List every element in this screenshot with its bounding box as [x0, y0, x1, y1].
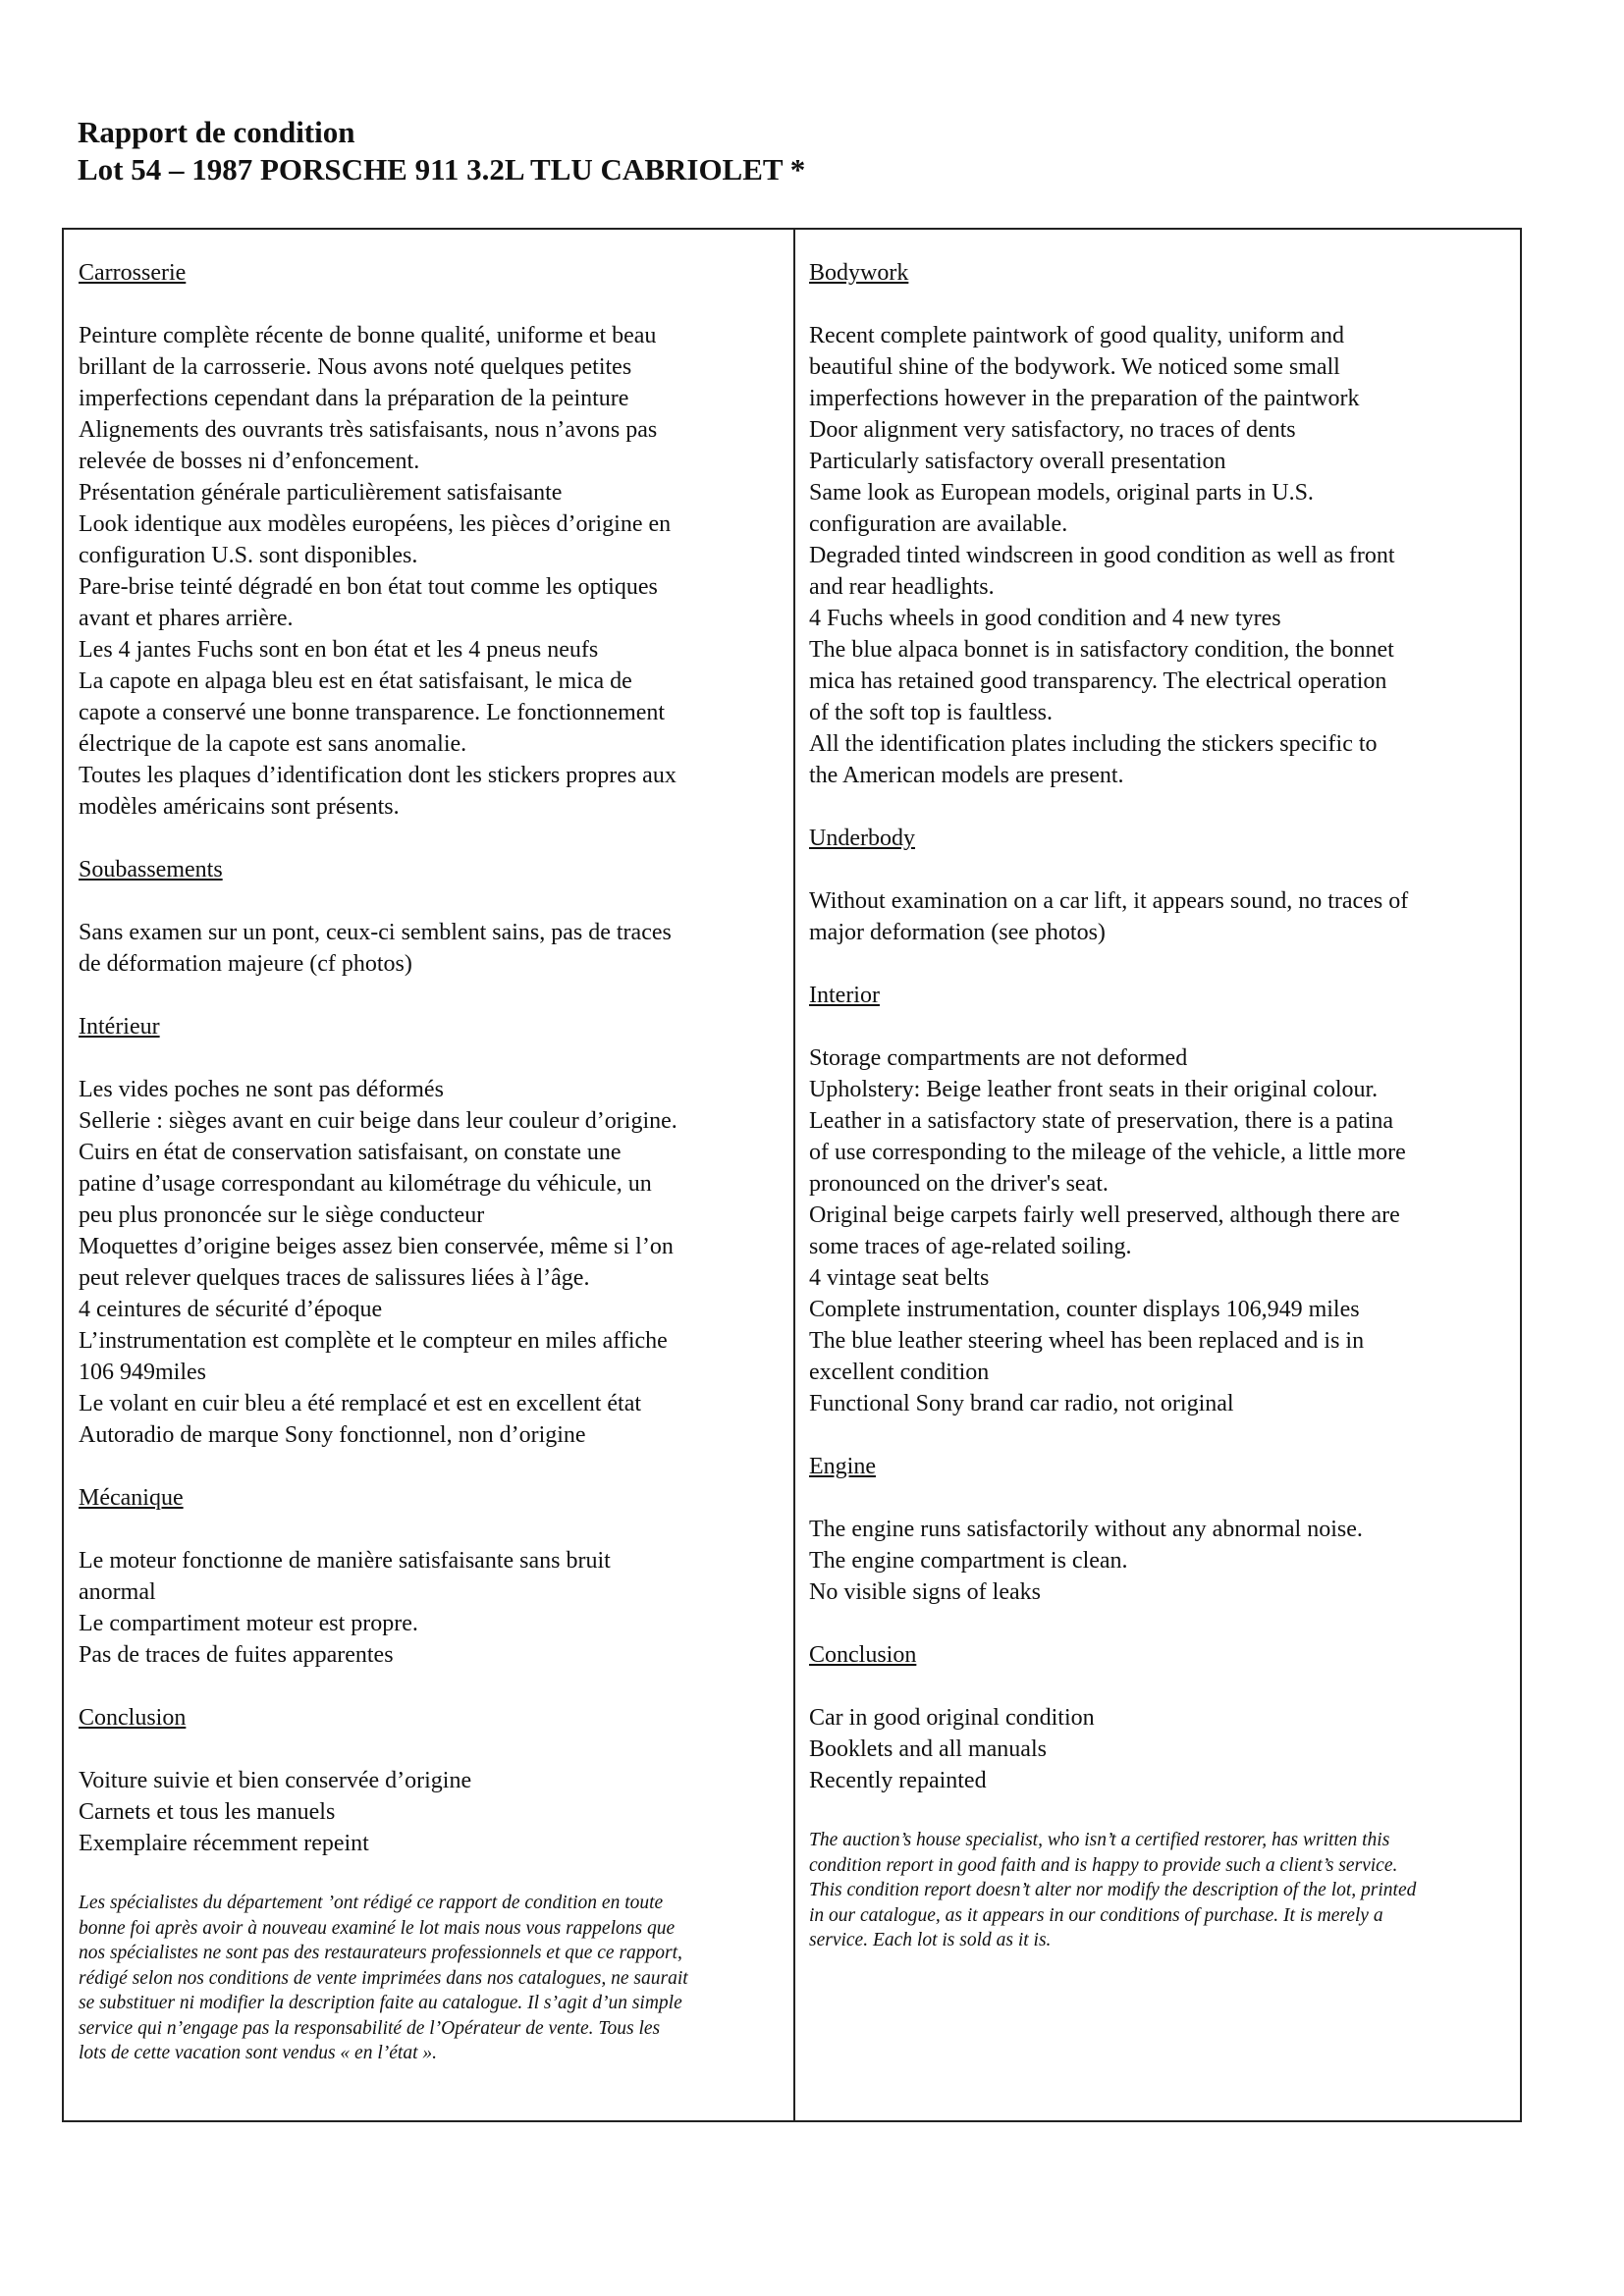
section-line: modèles américains sont présents.	[79, 794, 400, 820]
section-line: Exemplaire récemment repeint	[79, 1831, 369, 1856]
section-line: The engine runs satisfactorily without any abnormal noise.	[809, 1517, 1363, 1542]
section-line: avant et phares arrière.	[79, 606, 294, 631]
disclaimer-line: The auction’s house specialist, who isn’t a certified restorer, has written this	[809, 1830, 1390, 1850]
en-section-bodywork	[809, 257, 1506, 791]
disclaimer-line: bonne foi après avoir à nouveau examiné le lot mais nous vous rappelons que	[79, 1917, 676, 1939]
section-line: patine d’usage correspondant au kilométrage du véhicule, un	[79, 1171, 652, 1197]
section-line: Recent complete paintwork of good quality, uniform and	[809, 323, 1344, 348]
section-line: électrique de la capote est sans anomalie.	[79, 731, 467, 757]
disclaimer-line: lots de cette vacation sont vendus « en l’état ».	[79, 2043, 437, 2063]
section-line: Storage compartments are not deformed	[809, 1045, 1188, 1071]
section-line: de déformation majeure (cf photos)	[79, 951, 412, 977]
section-line: Degraded tinted windscreen in good condition as well as front	[809, 543, 1395, 568]
section-line: Functional Sony brand car radio, not original	[809, 1391, 1234, 1416]
section-heading: Soubassements	[79, 857, 223, 882]
section-heading: Carrosserie	[79, 260, 187, 286]
section-line: Autoradio de marque Sony fonctionnel, non d’origine	[79, 1422, 586, 1448]
section-line: imperfections however in the preparation of the paintwork	[809, 386, 1360, 411]
section-line: Original beige carpets fairly well preserved, although there are	[809, 1202, 1400, 1228]
section-line: beautiful shine of the bodywork. We noticed some small	[809, 354, 1340, 380]
en-section-interior	[809, 980, 1506, 1419]
disclaimer-line: condition report in good faith and is happy to provide such a client’s service.	[809, 1854, 1398, 1876]
section-line: L’instrumentation est complète et le compteur en miles affiche	[79, 1328, 668, 1354]
section-line: La capote en alpaga bleu est en état satisfaisant, le mica de	[79, 668, 632, 694]
section-line: Alignements des ouvrants très satisfaisants, nous n’avons pas	[79, 417, 658, 443]
section-heading: Conclusion	[79, 1705, 187, 1731]
section-line: Présentation générale particulièrement satisfaisante	[79, 480, 563, 506]
section-line: Sellerie : sièges avant en cuir beige dans leur couleur d’origine.	[79, 1108, 677, 1134]
section-line: pronounced on the driver's seat.	[809, 1171, 1109, 1197]
disclaimer-line: se substituer ni modifier la description faite au catalogue. Il s’agit d’un simple	[79, 1993, 682, 2013]
section-line: and rear headlights.	[809, 574, 995, 600]
section-line: The blue leather steering wheel has been replaced and is in	[809, 1328, 1365, 1354]
section-line: some traces of age-related soiling.	[809, 1234, 1132, 1259]
section-line: of use corresponding to the mileage of the vehicle, a little more	[809, 1140, 1406, 1165]
section-heading: Intérieur	[79, 1014, 160, 1040]
section-line: Le compartiment moteur est propre.	[79, 1611, 418, 1636]
section-line: Recently repainted	[809, 1768, 987, 1793]
section-line: 4 vintage seat belts	[809, 1265, 990, 1291]
section-line: Le moteur fonctionne de manière satisfaisante sans bruit	[79, 1548, 611, 1574]
disclaimer-line: in our catalogue, as it appears in our conditions of purchase. It is merely a	[809, 1904, 1383, 1926]
fr-section-soubassements	[79, 854, 780, 980]
section-line: Without examination on a car lift, it appears sound, no traces of	[809, 888, 1409, 914]
section-line: Look identique aux modèles européens, les pièces d’origine en	[79, 511, 672, 537]
section-line: The blue alpaca bonnet is in satisfactory condition, the bonnet	[809, 637, 1394, 663]
en-disclaimer	[809, 1828, 1506, 1953]
section-line: capote a conservé une bonne transparence. Le fonctionnement	[79, 700, 666, 725]
section-line: Pas de traces de fuites apparentes	[79, 1642, 394, 1668]
section-line: Peinture complète récente de bonne qualité, uniforme et beau	[79, 323, 657, 348]
fr-section-interieur	[79, 1011, 780, 1451]
title-line-2: Lot 54 – 1987 PORSCHE 911 3.2L TLU CABRIOLET *	[78, 152, 806, 187]
disclaimer-line: service qui n’engage pas la responsabilité de l’Opérateur de vente. Tous les	[79, 2017, 661, 2039]
section-heading: Engine	[809, 1454, 876, 1479]
english-column	[795, 230, 1520, 2120]
section-line: All the identification plates including the stickers specific to	[809, 731, 1378, 757]
en-section-underbody	[809, 823, 1506, 948]
section-line: No visible signs of leaks	[809, 1579, 1041, 1605]
section-line: the American models are present.	[809, 763, 1124, 788]
section-line: Les 4 jantes Fuchs sont en bon état et les 4 pneus neufs	[79, 637, 599, 663]
section-line: configuration U.S. sont disponibles.	[79, 543, 418, 568]
section-line: Sans examen sur un pont, ceux-ci semblent sains, pas de traces	[79, 920, 672, 945]
section-line: Le volant en cuir bleu a été remplacé et est en excellent état	[79, 1391, 642, 1416]
section-line: Booklets and all manuals	[809, 1736, 1047, 1762]
fr-disclaimer	[79, 1891, 780, 2066]
section-heading: Interior	[809, 983, 880, 1008]
disclaimer-line: Les spécialistes du département ’ont rédigé ce rapport de condition en toute	[79, 1893, 664, 1913]
section-line: of the soft top is faultless.	[809, 700, 1053, 725]
section-line: 4 Fuchs wheels in good condition and 4 new tyres	[809, 606, 1281, 631]
disclaimer-line: This condition report doesn’t alter nor modify the description of the lot, printed	[809, 1880, 1417, 1900]
report-table	[62, 228, 1522, 2122]
section-line: Same look as European models, original parts in U.S.	[809, 480, 1314, 506]
section-line: configuration are available.	[809, 511, 1068, 537]
french-column	[64, 230, 795, 2120]
section-line: relevée de bosses ni d’enfoncement.	[79, 449, 420, 474]
section-line: Moquettes d’origine beiges assez bien conservée, même si l’on	[79, 1234, 674, 1259]
section-heading: Bodywork	[809, 260, 909, 286]
section-line: anormal	[79, 1579, 156, 1605]
section-line: excellent condition	[809, 1360, 990, 1385]
section-line: Pare-brise teinté dégradé en bon état tout comme les optiques	[79, 574, 658, 600]
section-line: The engine compartment is clean.	[809, 1548, 1128, 1574]
section-line: mica has retained good transparency. The electrical operation	[809, 668, 1387, 694]
disclaimer-line: nos spécialistes ne sont pas des restaurateurs professionnels et que ce rapport,	[79, 1943, 682, 1963]
fr-section-conclusion	[79, 1702, 780, 1859]
title-line-1: Rapport de condition	[78, 115, 355, 149]
section-line: Carnets et tous les manuels	[79, 1799, 336, 1825]
section-line: Les vides poches ne sont pas déformés	[79, 1077, 444, 1102]
section-line: peut relever quelques traces de salissures liées à l’âge.	[79, 1265, 590, 1291]
section-line: imperfections cependant dans la préparation de la peinture	[79, 386, 629, 411]
fr-section-carrosserie	[79, 257, 780, 823]
section-heading: Conclusion	[809, 1642, 917, 1668]
en-section-engine	[809, 1451, 1506, 1608]
section-line: brillant de la carrosserie. Nous avons noté quelques petites	[79, 354, 632, 380]
section-line: Cuirs en état de conservation satisfaisant, on constate une	[79, 1140, 622, 1165]
fr-section-mecanique	[79, 1482, 780, 1671]
section-line: Toutes les plaques d’identification dont les stickers propres aux	[79, 763, 677, 788]
section-line: 4 ceintures de sécurité d’époque	[79, 1297, 383, 1322]
section-heading: Mécanique	[79, 1485, 184, 1511]
disclaimer-line: rédigé selon nos conditions de vente imprimées dans nos catalogues, ne saurait	[79, 1967, 688, 1989]
section-line: Leather in a satisfactory state of preservation, there is a patina	[809, 1108, 1394, 1134]
section-line: Particularly satisfactory overall presentation	[809, 449, 1226, 474]
section-line: 106 949miles	[79, 1360, 206, 1385]
section-line: Upholstery: Beige leather front seats in their original colour.	[809, 1077, 1379, 1102]
section-line: Complete instrumentation, counter displays 106,949 miles	[809, 1297, 1360, 1322]
section-line: Car in good original condition	[809, 1705, 1095, 1731]
section-heading: Underbody	[809, 826, 915, 851]
page-title	[78, 114, 805, 188]
en-section-conclusion	[809, 1639, 1506, 1796]
section-line: major deformation (see photos)	[809, 920, 1106, 945]
disclaimer-line: service. Each lot is sold as it is.	[809, 1930, 1052, 1950]
section-line: Door alignment very satisfactory, no traces of dents	[809, 417, 1296, 443]
section-line: peu plus prononcée sur le siège conducteur	[79, 1202, 485, 1228]
section-line: Voiture suivie et bien conservée d’origine	[79, 1768, 472, 1793]
